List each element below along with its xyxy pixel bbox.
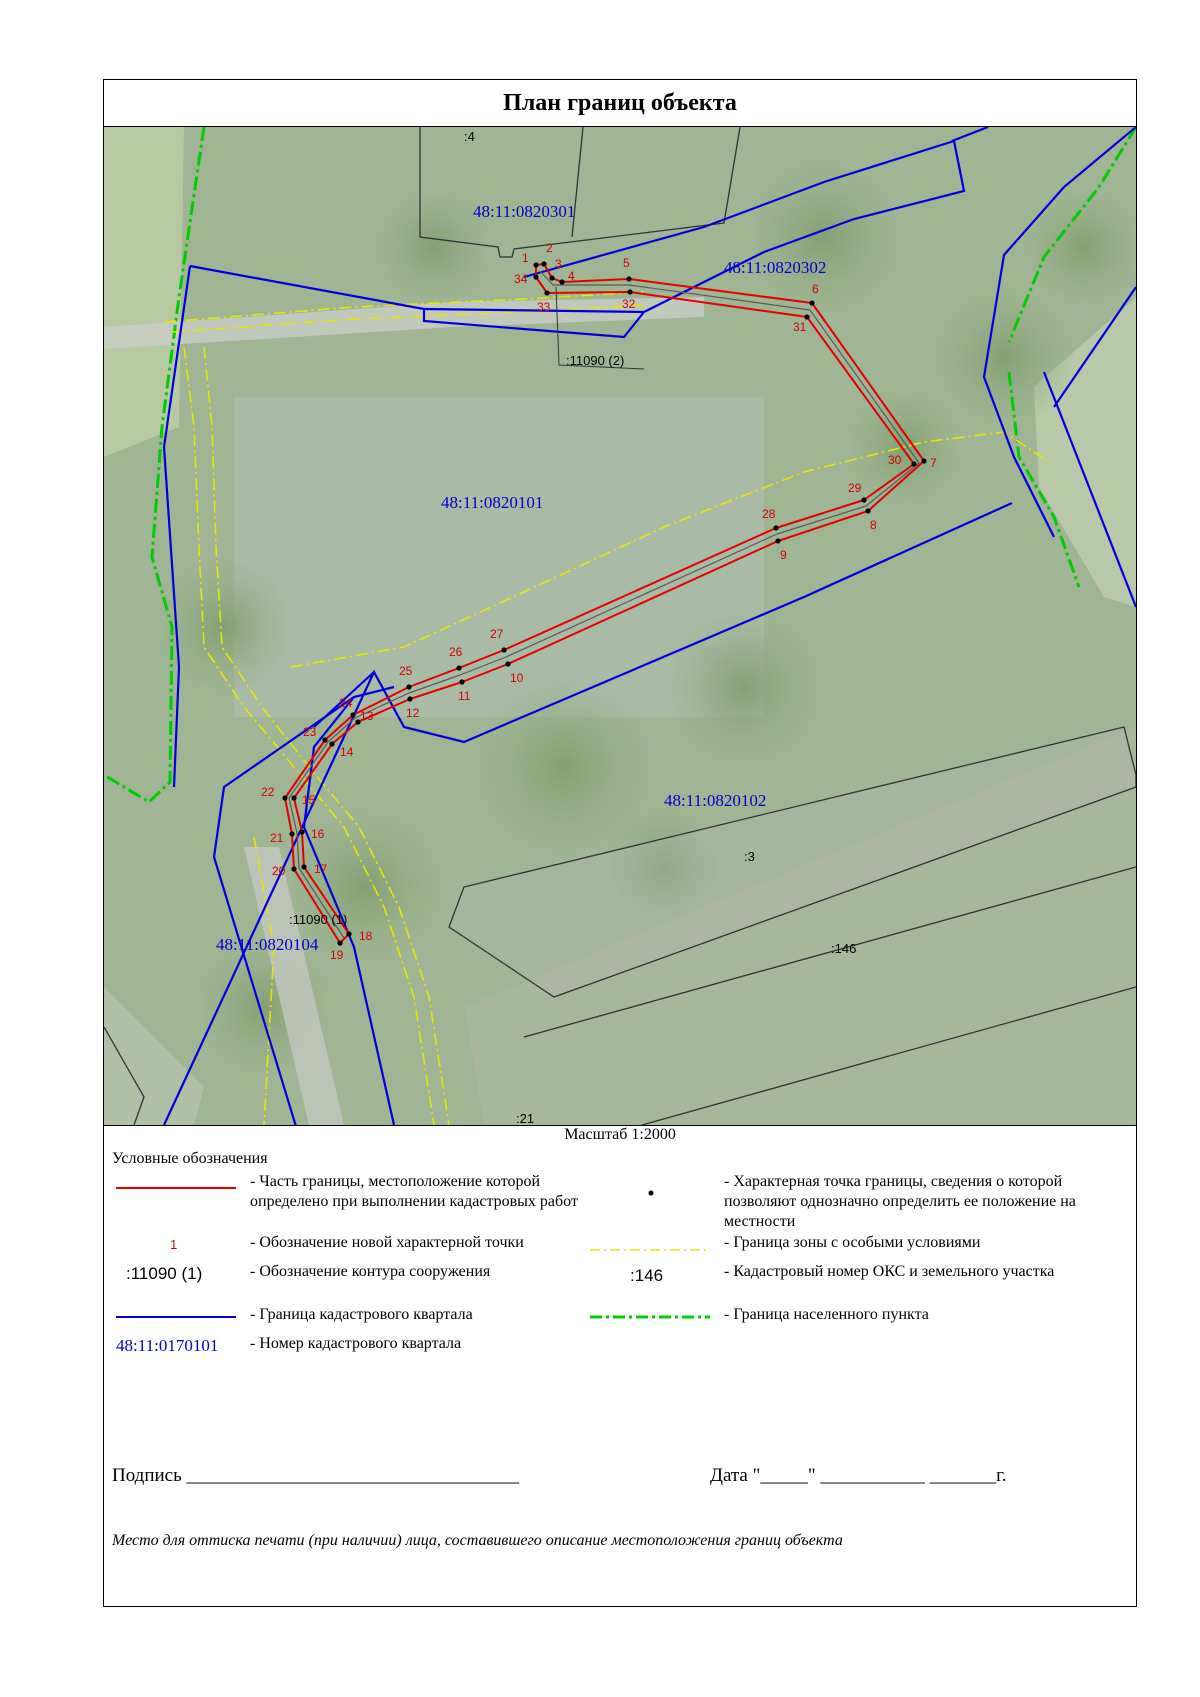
boundary-point-4 xyxy=(559,279,564,284)
point-number-14: 14 xyxy=(340,745,354,759)
point-number-27: 27 xyxy=(490,627,504,641)
boundary-point-25 xyxy=(406,684,411,689)
boundary-point-28 xyxy=(773,525,778,530)
point-number-19: 19 xyxy=(330,948,344,962)
boundary-point-30 xyxy=(911,461,916,466)
boundary-point-15 xyxy=(291,795,296,800)
boundary-point-21 xyxy=(289,831,294,836)
point-number-1: 1 xyxy=(522,251,529,265)
boundary-point-19 xyxy=(337,940,342,945)
point-number-10: 10 xyxy=(510,671,524,685)
point-number-6: 6 xyxy=(812,282,819,296)
signature-line[interactable]: Подпись ___________________________________ xyxy=(112,1465,520,1486)
point-number-16: 16 xyxy=(311,827,325,841)
contour-label-1: :11090 (1) xyxy=(289,912,348,927)
cadastral-map[interactable] xyxy=(104,127,1136,1125)
quarter-label-3: 48:11:0820101 xyxy=(441,493,544,512)
legend-red-line xyxy=(112,1178,242,1198)
boundary-point-34 xyxy=(533,274,538,279)
point-number-8: 8 xyxy=(870,518,877,532)
date-line[interactable]: Дата "_____" ___________ _______г. xyxy=(710,1465,1007,1486)
boundary-point-29 xyxy=(861,497,866,502)
boundary-point-22 xyxy=(282,795,287,800)
boundary-point-33 xyxy=(544,290,549,295)
point-number-20: 20 xyxy=(272,864,286,878)
parcel-label-3: :3 xyxy=(744,849,755,864)
boundary-point-16 xyxy=(299,829,304,834)
legend-cadastral-sample: :146 xyxy=(630,1266,664,1285)
legend-title: Условные обозначения xyxy=(112,1150,268,1167)
point-number-9: 9 xyxy=(780,548,787,562)
point-number-30: 30 xyxy=(888,453,902,467)
legend-quarter-sample: 48:11:0170101 xyxy=(116,1336,219,1355)
legend-quarter-text: - Номер кадастрового квартала xyxy=(250,1335,462,1352)
point-number-29: 29 xyxy=(848,481,862,495)
boundary-point-17 xyxy=(301,864,306,869)
legend-cadastral-text: - Кадастровый номер ОКС и земельного участка xyxy=(724,1263,1055,1280)
legend-black-dot-text: - Характерная точка границы, сведения о которой позволяют однозначно определить ее положение на местности xyxy=(724,1173,1076,1230)
field-area xyxy=(104,127,184,457)
boundary-point-32 xyxy=(627,289,632,294)
legend-yellow-dashdot xyxy=(586,1240,716,1260)
point-number-2: 2 xyxy=(546,241,553,255)
boundary-point-31 xyxy=(804,314,809,319)
boundary-point-14 xyxy=(329,741,334,746)
legend-black-dot xyxy=(641,1183,661,1203)
boundary-point-18 xyxy=(346,931,351,936)
boundary-point-9 xyxy=(775,538,780,543)
boundary-point-23 xyxy=(322,737,327,742)
boundary-point-6 xyxy=(809,300,814,305)
point-number-25: 25 xyxy=(399,664,413,678)
point-number-32: 32 xyxy=(622,297,636,311)
boundary-point-10 xyxy=(505,661,510,666)
point-number-33: 33 xyxy=(537,300,551,314)
scale-label: Масштаб 1:2000 xyxy=(564,1126,676,1143)
boundary-point-20 xyxy=(291,866,296,871)
point-number-17: 17 xyxy=(314,862,328,876)
point-number-34: 34 xyxy=(514,272,528,286)
boundary-point-27 xyxy=(501,647,506,652)
document-frame xyxy=(103,79,1137,1607)
quarter-label-2: 48:11:0820302 xyxy=(724,258,827,277)
legend-blue-line xyxy=(112,1307,242,1327)
point-number-23: 23 xyxy=(303,725,317,739)
point-number-28: 28 xyxy=(762,507,776,521)
legend-point-number-text: - Обозначение новой характерной точки xyxy=(250,1234,524,1251)
boundary-point-26 xyxy=(456,665,461,670)
map-area[interactable] xyxy=(104,127,1136,1126)
page-title: План границ объекта xyxy=(104,80,1136,127)
boundary-point-3 xyxy=(549,275,554,280)
boundary-point-5 xyxy=(626,276,631,281)
parcel-label-146: :146 xyxy=(831,941,857,956)
legend-green-dashdot xyxy=(586,1307,716,1327)
legend-yellow-dashdot-text: - Граница зоны с особыми условиями xyxy=(724,1234,981,1251)
boundary-point-11 xyxy=(459,679,464,684)
boundary-point-1 xyxy=(533,262,538,267)
legend-contour-text: - Обозначение контура сооружения xyxy=(250,1263,491,1280)
point-number-24: 24 xyxy=(339,696,353,710)
boundary-point-8 xyxy=(865,508,870,513)
point-number-18: 18 xyxy=(359,929,373,943)
point-number-22: 22 xyxy=(261,785,275,799)
legend-green-dashdot-text: - Граница населенного пункта xyxy=(724,1306,929,1323)
legend-contour-sample: :11090 (1) xyxy=(126,1264,203,1283)
point-number-4: 4 xyxy=(568,269,575,283)
quarter-label-1: 48:11:0820301 xyxy=(473,202,576,221)
legend-blue-line-text: - Граница кадастрового квартала xyxy=(250,1306,473,1323)
boundary-point-2 xyxy=(541,261,546,266)
point-number-26: 26 xyxy=(449,645,463,659)
quarter-label-5: 48:11:0820104 xyxy=(216,935,319,954)
point-number-21: 21 xyxy=(270,831,284,845)
point-number-13: 13 xyxy=(360,709,374,723)
boundary-point-24 xyxy=(350,712,355,717)
boundary-point-12 xyxy=(407,696,412,701)
stamp-note: Место для оттиска печати (при наличии) лица, составившего описание местоположения границ объекта xyxy=(112,1532,843,1549)
point-number-31: 31 xyxy=(793,320,807,334)
legend-red-line-text: - Часть границы, местоположение которой определено при выполнении кадастровых работ xyxy=(250,1173,578,1210)
point-number-11: 11 xyxy=(458,689,471,703)
parcel-label-4: :4 xyxy=(464,129,475,144)
point-number-12: 12 xyxy=(406,706,420,720)
quarter-label-4: 48:11:0820102 xyxy=(664,791,767,810)
boundary-point-7 xyxy=(921,458,926,463)
legend-point-number-sample: 1 xyxy=(170,1237,178,1252)
point-number-3: 3 xyxy=(555,257,562,271)
point-number-7: 7 xyxy=(930,456,937,470)
point-number-5: 5 xyxy=(623,256,630,270)
point-number-15: 15 xyxy=(302,793,316,807)
parcel-label-21: :21 xyxy=(516,1111,535,1125)
contour-label-2: :11090 (2) xyxy=(566,353,625,368)
